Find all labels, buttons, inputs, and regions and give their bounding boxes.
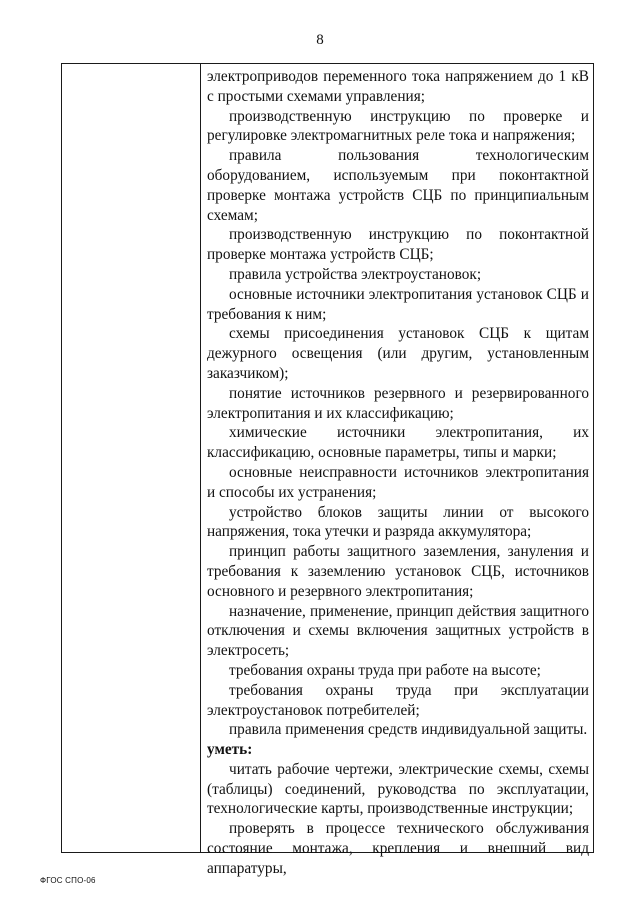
paragraph: электроприводов переменного тока напряжением до 1 кВ с простыми схемами управления; <box>207 68 589 105</box>
document-code-footer: ФГОС СПО-06 <box>40 876 96 885</box>
paragraph: основные источники электропитания установок СЦБ и требования к ним; <box>207 285 589 323</box>
paragraph: производственную инструкцию по поконтактной проверке монтажа устройств СЦБ; <box>207 226 589 264</box>
page-number: 8 <box>316 32 324 48</box>
paragraph: требования охраны труда при работе на высоте; <box>229 661 541 679</box>
paragraph: понятие источников резервного и резервированного электропитания и их классификацию; <box>207 384 589 422</box>
paragraph: назначение, применение, принцип действия защитного отключения и схемы включения защитных устройств в электросеть; <box>207 602 589 660</box>
paragraph: принцип работы защитного заземления, зануления и требования к заземлению установок СЦБ, источников основного и резервного электропитания; <box>207 543 589 600</box>
paragraph: схемы присоединения установок СЦБ к щитам дежурного освещения (или другим, установленным заказчиком); <box>207 325 589 382</box>
paragraph: правила устройства электроустановок; <box>229 265 482 283</box>
paragraph: проверять в процессе технического обслуживания состояние монтажа, крепления и внешний вид аппаратуры, <box>207 820 589 877</box>
paragraph: читать рабочие чертежи, электрические схемы, схемы (таблицы) соединений, руководства по эксплуатации, технологические карты, производственные инструкции; <box>207 760 589 818</box>
paragraph: устройство блоков защиты линии от высокого напряжения, тока утечки и разряда аккумулятора; <box>207 503 589 541</box>
paragraph: химические источники электропитания, их классификацию, основные параметры, типы и марки; <box>207 424 589 462</box>
paragraph: правила применения средств индивидуальной защиты. <box>229 721 588 739</box>
section-heading: уметь: <box>207 741 253 759</box>
paragraph: требования охраны труда при эксплуатации электроустановок потребителей; <box>207 681 589 719</box>
column-divider <box>200 64 201 852</box>
paragraph: производственную инструкцию по проверке и регулировке электромагнитных реле тока и напряжения; <box>207 107 589 145</box>
paragraph: основные неисправности источников электропитания и способы их устранения; <box>207 463 589 501</box>
content-table <box>61 63 594 877</box>
paragraph: правила пользования технологическим оборудованием, используемым при поконтактной проверке монтажа устройств СЦБ по принципиальным схемам; <box>207 147 589 224</box>
text-column <box>207 67 589 879</box>
